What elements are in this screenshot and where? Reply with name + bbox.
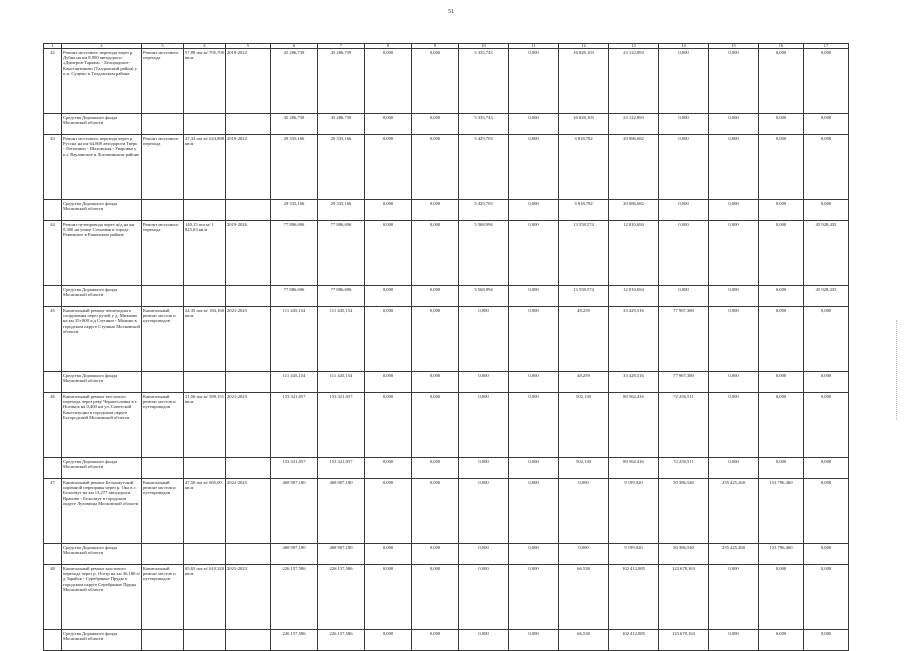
column-number: 2 — [62, 44, 142, 49]
value-cell: 29 335,166 — [318, 135, 365, 200]
source-value-cell: 0,000 — [709, 630, 759, 651]
capacity: 65,65 пог.м/ 610,320 кв.м — [184, 565, 226, 630]
value-cell: 5 568,994 — [459, 221, 509, 286]
source-value-cell: 50 386,540 — [659, 544, 709, 565]
value-cell: 0,000 — [709, 135, 759, 200]
funding-source-label: Средства Дорожного фонда Московской области — [62, 630, 142, 651]
row-number: 45 — [44, 307, 62, 372]
empty-cell — [226, 630, 271, 651]
value-cell: 0,000 — [759, 307, 804, 372]
column-number: 16 — [759, 44, 804, 49]
source-value-cell: 5 568,994 — [459, 286, 509, 307]
value-cell: 0,000 — [759, 135, 804, 200]
value-cell: 0,000 — [412, 49, 459, 114]
source-value-cell: 111 445,154 — [318, 372, 365, 393]
value-cell: 153 796,460 — [759, 479, 804, 544]
work-type: Ремонт мостового перехода — [142, 135, 184, 200]
source-value-cell: 45 928,433 — [804, 286, 849, 307]
value-cell: 0,000 — [509, 49, 559, 114]
source-value-cell: 0,000 — [509, 372, 559, 393]
period: 2019-2022 — [226, 49, 271, 114]
empty-cell — [142, 200, 184, 221]
value-cell: 0,000 — [412, 307, 459, 372]
source-value-cell: 0,000 — [412, 114, 459, 135]
source-value-cell: 0,000 — [459, 630, 509, 651]
object-name: Капитальный ремонт Белоомутской паромной переправы через р. Ока в с. Белоомут на км 13,277 автодороги Врачово - Белоомут в городском округе Луховицы Московской области — [62, 479, 142, 544]
value-cell: 226 157,586 — [271, 565, 318, 630]
source-value-cell: 0,000 — [759, 372, 804, 393]
source-value-cell: 123 678,163 — [659, 630, 709, 651]
value-cell: 45 286,739 — [271, 49, 318, 114]
empty-cell — [226, 458, 271, 479]
empty-cell — [226, 372, 271, 393]
value-cell: 5 429,703 — [459, 135, 509, 200]
value-cell: 0,000 — [459, 565, 509, 630]
source-value-cell: 0,000 — [804, 372, 849, 393]
period: 2019-2022 — [226, 135, 271, 200]
value-cell: 0,000 — [804, 565, 849, 630]
value-cell: 0,000 — [365, 49, 412, 114]
row-number: 47 — [44, 479, 62, 544]
value-cell: 153 321,057 — [271, 393, 318, 458]
column-number: 11 — [509, 44, 559, 49]
empty-cell — [44, 372, 62, 393]
period: 2021-2023 — [226, 565, 271, 630]
source-value-cell: 0,000 — [412, 286, 459, 307]
page-number: 51 — [448, 9, 454, 15]
value-cell: 468 907,180 — [318, 479, 365, 544]
funding-source-row — [44, 372, 849, 393]
value-cell: 255 425,260 — [709, 479, 759, 544]
column-number: 1 — [44, 44, 62, 49]
source-value-cell: 0,000 — [709, 114, 759, 135]
value-cell: 0,000 — [804, 479, 849, 544]
value-cell: 0,000 — [804, 307, 849, 372]
table-row — [44, 565, 849, 630]
column-number: 13 — [609, 44, 659, 49]
source-value-cell: 0,000 — [412, 544, 459, 565]
empty-cell — [44, 544, 62, 565]
value-cell: 0,000 — [412, 393, 459, 458]
value-cell: 0,000 — [509, 307, 559, 372]
value-cell: 50 386,540 — [659, 479, 709, 544]
empty-cell — [226, 200, 271, 221]
source-value-cell: 0,000 — [759, 114, 804, 135]
source-value-cell: 0,000 — [412, 200, 459, 221]
value-cell: 0,000 — [759, 393, 804, 458]
source-value-cell: 0,000 — [804, 544, 849, 565]
value-cell: 0,000 — [759, 221, 804, 286]
funding-source-label: Средства Дорожного фонда Московской области — [62, 458, 142, 479]
value-cell: 23 122,893 — [609, 49, 659, 114]
value-cell: 45 286,739 — [318, 49, 365, 114]
source-value-cell: 0,000 — [365, 630, 412, 651]
source-value-cell: 0,000 — [509, 114, 559, 135]
row-number: 42 — [44, 49, 62, 114]
funding-source-row — [44, 200, 849, 221]
empty-cell — [184, 200, 226, 221]
source-value-cell: 3 818,782 — [559, 200, 609, 221]
value-cell: 0,000 — [509, 565, 559, 630]
source-value-cell: 80 562,416 — [609, 458, 659, 479]
value-cell: 0,000 — [365, 479, 412, 544]
funding-source-row — [44, 630, 849, 651]
column-number: 9 — [412, 44, 459, 49]
value-cell: 16 828,103 — [559, 49, 609, 114]
source-value-cell: 0,000 — [509, 544, 559, 565]
column-number: 15 — [709, 44, 759, 49]
value-cell: 12 810,694 — [609, 221, 659, 286]
value-cell: 0,000 — [759, 565, 804, 630]
value-cell: 80 562,416 — [609, 393, 659, 458]
empty-cell — [184, 630, 226, 651]
value-cell: 0,000 — [509, 221, 559, 286]
source-value-cell: 0,000 — [804, 114, 849, 135]
source-value-cell: 20 086,682 — [609, 200, 659, 221]
source-value-cell: 0,000 — [365, 544, 412, 565]
work-type: Ремонт мостового перехода — [142, 221, 184, 286]
object-name: Ремонт мостового перехода через р. Дубна на км 8,900 автодороги «Дмитров-Тараам» - Белорадское - Константиново (Талдомский район) у п.п. Сущево в Талдомском районе — [62, 49, 142, 114]
source-value-cell: 0,000 — [365, 458, 412, 479]
funding-source-row — [44, 544, 849, 565]
value-cell: 0,000 — [459, 307, 509, 372]
empty-cell — [184, 458, 226, 479]
funding-source-row — [44, 114, 849, 135]
funding-source-row — [44, 286, 849, 307]
table-row — [44, 49, 849, 114]
source-value-cell: 0,000 — [804, 458, 849, 479]
capacity: 57,88 пог.м/ 705,700 кв.м — [184, 49, 226, 114]
source-value-cell: 0,000 — [365, 200, 412, 221]
row-number: 46 — [44, 393, 62, 458]
source-value-cell: 0,000 — [509, 630, 559, 651]
source-value-cell: 0,000 — [709, 200, 759, 221]
value-cell: 123 678,163 — [659, 565, 709, 630]
source-value-cell: 0,000 — [759, 458, 804, 479]
value-cell: 77 886,696 — [271, 221, 318, 286]
source-value-cell: 0,000 — [412, 372, 459, 393]
source-value-cell: 12 810,694 — [609, 286, 659, 307]
source-value-cell: 48,259 — [559, 372, 609, 393]
period: 2021-2023 — [226, 393, 271, 458]
value-cell: 0,000 — [412, 565, 459, 630]
work-type: Ремонт мостового перехода — [142, 49, 184, 114]
source-value-cell: 153 796,460 — [759, 544, 804, 565]
empty-cell — [44, 458, 62, 479]
source-value-cell: 0,000 — [659, 200, 709, 221]
value-cell: 0,000 — [365, 307, 412, 372]
source-value-cell: 77 886,696 — [271, 286, 318, 307]
source-value-cell: 5 335,743 — [459, 114, 509, 135]
value-cell: 20 086,682 — [609, 135, 659, 200]
value-cell: 29 335,166 — [271, 135, 318, 200]
empty-cell — [44, 114, 62, 135]
value-cell: 0,000 — [709, 393, 759, 458]
source-value-cell: 153 321,057 — [271, 458, 318, 479]
source-value-cell: 0,000 — [759, 630, 804, 651]
empty-cell — [142, 114, 184, 135]
source-value-cell: 29 335,166 — [318, 200, 365, 221]
table-row — [44, 479, 849, 544]
value-cell: 502,130 — [559, 393, 609, 458]
source-value-cell: 102 412,885 — [609, 630, 659, 651]
capacity: 47,34 пог.м/ 624,888 кв.м — [184, 135, 226, 200]
object-name: Ремонт мостового перехода через р. Руссна на км 64,800 автодороги Тверь - Лотошино - Шаховская - Уваровка у п.г. Ваулинское в Лотошинском районе — [62, 135, 142, 200]
funding-source-label: Средства Дорожного фонда Московской области — [62, 200, 142, 221]
value-cell: 0,000 — [709, 307, 759, 372]
value-cell: 0,000 — [559, 479, 609, 544]
value-cell: 226 157,586 — [318, 565, 365, 630]
column-number: 17 — [804, 44, 849, 49]
value-cell: 0,000 — [365, 221, 412, 286]
source-value-cell: 0,000 — [804, 630, 849, 651]
source-value-cell: 111 445,154 — [271, 372, 318, 393]
object-name: Капитальный ремонт мостового перехода через р. Осетр на км 36,186 а/д Зарайск - Серебряные Пруды в городском округе Серебряные Пруды Московской области — [62, 565, 142, 630]
empty-cell — [142, 630, 184, 651]
capacity: 140,15 пог.м/ 1 825,63 кв.м — [184, 221, 226, 286]
column-number: 4 — [184, 44, 226, 49]
source-value-cell: 5 429,703 — [459, 200, 509, 221]
table-row — [44, 393, 849, 458]
value-cell: 0,000 — [659, 135, 709, 200]
capacity: 24,35 пог.м/ 184,160 кв.м — [184, 307, 226, 372]
value-cell: 0,000 — [412, 221, 459, 286]
value-cell: 0,000 — [659, 221, 709, 286]
source-value-cell: 0,000 — [509, 200, 559, 221]
source-value-cell: 72 256,511 — [659, 458, 709, 479]
object-name: Капитальный ремонт мостового перехода через реку Черноголовка в г. Ногинск на 0,400 км ул. Советской Конституции в городском округе Богородский Московской области — [62, 393, 142, 458]
source-value-cell: 33 429,516 — [609, 372, 659, 393]
source-value-cell: 23 122,893 — [609, 114, 659, 135]
value-cell: 9 199,920 — [609, 479, 659, 544]
object-name: Ремонт путепровода через ж/д на км 0,300 на улице Сосновая в городе Раменское в Раменском районе — [62, 221, 142, 286]
value-cell: 13 558,574 — [559, 221, 609, 286]
column-number: 6 — [271, 44, 318, 49]
source-value-cell: 0,000 — [559, 544, 609, 565]
source-value-cell: 0,000 — [709, 286, 759, 307]
empty-cell — [142, 372, 184, 393]
source-value-cell: 0,000 — [709, 372, 759, 393]
source-value-cell: 468 907,180 — [271, 544, 318, 565]
work-type: Капитальный ремонт мостов и путепроводов — [142, 565, 184, 630]
period: 2021-2023 — [226, 307, 271, 372]
value-cell: 77 967,380 — [659, 307, 709, 372]
value-cell: 66,538 — [559, 565, 609, 630]
period: 2022-2025 — [226, 479, 271, 544]
value-cell: 0,000 — [804, 393, 849, 458]
work-type: Капитальный ремонт мостов и путепроводов — [142, 479, 184, 544]
row-number: 44 — [44, 221, 62, 286]
funding-source-row — [44, 458, 849, 479]
column-number: 5 — [226, 44, 271, 49]
empty-cell — [226, 544, 271, 565]
source-value-cell: 0,000 — [459, 372, 509, 393]
source-value-cell: 0,000 — [709, 458, 759, 479]
source-value-cell: 0,000 — [459, 544, 509, 565]
funding-source-label: Средства Дорожного фонда Московской области — [62, 114, 142, 135]
source-value-cell: 226 157,586 — [271, 630, 318, 651]
empty-cell — [44, 200, 62, 221]
empty-cell — [142, 458, 184, 479]
value-cell: 0,000 — [509, 135, 559, 200]
value-cell: 0,000 — [412, 479, 459, 544]
source-value-cell: 0,000 — [659, 114, 709, 135]
empty-cell — [142, 286, 184, 307]
table-row — [44, 135, 849, 200]
source-value-cell: 77 967,380 — [659, 372, 709, 393]
source-value-cell: 13 558,574 — [559, 286, 609, 307]
source-value-cell: 29 335,166 — [271, 200, 318, 221]
road-repair-table — [43, 43, 849, 651]
value-cell: 0,000 — [659, 49, 709, 114]
source-value-cell: 16 828,103 — [559, 114, 609, 135]
table-row — [44, 307, 849, 372]
source-value-cell: 9 199,920 — [609, 544, 659, 565]
column-number: 8 — [365, 44, 412, 49]
value-cell: 0,000 — [804, 135, 849, 200]
source-value-cell: 45 286,739 — [318, 114, 365, 135]
scan-artifact — [894, 320, 897, 420]
source-value-cell: 0,000 — [759, 286, 804, 307]
source-value-cell: 0,000 — [509, 458, 559, 479]
row-number: 48 — [44, 565, 62, 630]
column-number: 14 — [659, 44, 709, 49]
empty-cell — [44, 286, 62, 307]
value-cell: 48,259 — [559, 307, 609, 372]
value-cell: 45 928,435 — [804, 221, 849, 286]
empty-cell — [226, 114, 271, 135]
period: 2019-2026 — [226, 221, 271, 286]
column-number: 12 — [559, 44, 609, 49]
empty-cell — [142, 544, 184, 565]
column-number: 10 — [459, 44, 509, 49]
value-cell: 3 818,782 — [559, 135, 609, 200]
value-cell: 5 335,743 — [459, 49, 509, 114]
source-value-cell: 0,000 — [459, 458, 509, 479]
source-value-cell: 153 321,057 — [318, 458, 365, 479]
value-cell: 33 429,516 — [609, 307, 659, 372]
capacity: 47,50 пог.м/ 665,00 кв.м — [184, 479, 226, 544]
source-value-cell: 255 425,260 — [709, 544, 759, 565]
value-cell: 0,000 — [759, 49, 804, 114]
value-cell: 0,000 — [509, 479, 559, 544]
value-cell: 0,000 — [365, 135, 412, 200]
object-name: Капитальный ремонт пешеходного сооружения через ручей у д. Михнево на км 35+800 а/д Ступино - Малино в городском округе Ступино Московской области — [62, 307, 142, 372]
value-cell: 111 445,154 — [318, 307, 365, 372]
value-cell: 0,000 — [709, 49, 759, 114]
empty-cell — [184, 544, 226, 565]
source-value-cell: 0,000 — [509, 286, 559, 307]
value-cell: 0,000 — [709, 221, 759, 286]
value-cell: 0,000 — [709, 565, 759, 630]
column-number: 7 — [318, 44, 365, 49]
source-value-cell: 0,000 — [659, 286, 709, 307]
value-cell: 102 412,885 — [609, 565, 659, 630]
source-value-cell: 502,130 — [559, 458, 609, 479]
source-value-cell: 0,000 — [412, 458, 459, 479]
source-value-cell: 0,000 — [804, 200, 849, 221]
row-number: 43 — [44, 135, 62, 200]
source-value-cell: 77 886,696 — [318, 286, 365, 307]
value-cell: 468 907,180 — [271, 479, 318, 544]
empty-cell — [44, 630, 62, 651]
funding-source-label: Средства Дорожного фонда Московской области — [62, 372, 142, 393]
value-cell: 0,000 — [459, 479, 509, 544]
source-value-cell: 468 907,180 — [318, 544, 365, 565]
work-type: Капитальный ремонт мостов и путепроводов — [142, 307, 184, 372]
value-cell: 153 321,057 — [318, 393, 365, 458]
source-value-cell: 0,000 — [365, 286, 412, 307]
column-number: 3 — [142, 44, 184, 49]
source-value-cell: 226 157,586 — [318, 630, 365, 651]
value-cell: 77 886,696 — [318, 221, 365, 286]
source-value-cell: 0,000 — [365, 372, 412, 393]
funding-source-label: Средства Дорожного фонда Московской области — [62, 544, 142, 565]
table-body — [44, 44, 849, 651]
source-value-cell: 0,000 — [365, 114, 412, 135]
value-cell: 0,000 — [459, 393, 509, 458]
source-value-cell: 0,000 — [759, 200, 804, 221]
source-value-cell: 0,000 — [412, 630, 459, 651]
value-cell: 0,000 — [804, 49, 849, 114]
source-value-cell: 45 286,739 — [271, 114, 318, 135]
capacity: 21,56 пог.м/ 398,151 кв.м — [184, 393, 226, 458]
value-cell: 0,000 — [365, 565, 412, 630]
value-cell: 0,000 — [412, 135, 459, 200]
value-cell: 111 445,154 — [271, 307, 318, 372]
value-cell: 0,000 — [509, 393, 559, 458]
empty-cell — [184, 372, 226, 393]
empty-cell — [184, 114, 226, 135]
work-type: Капитальный ремонт мостов и путепроводов — [142, 393, 184, 458]
empty-cell — [226, 286, 271, 307]
funding-source-label: Средства Дорожного фонда Московской области — [62, 286, 142, 307]
source-value-cell: 66,538 — [559, 630, 609, 651]
value-cell: 0,000 — [365, 393, 412, 458]
empty-cell — [184, 286, 226, 307]
value-cell: 72 256,511 — [659, 393, 709, 458]
table-row — [44, 221, 849, 286]
